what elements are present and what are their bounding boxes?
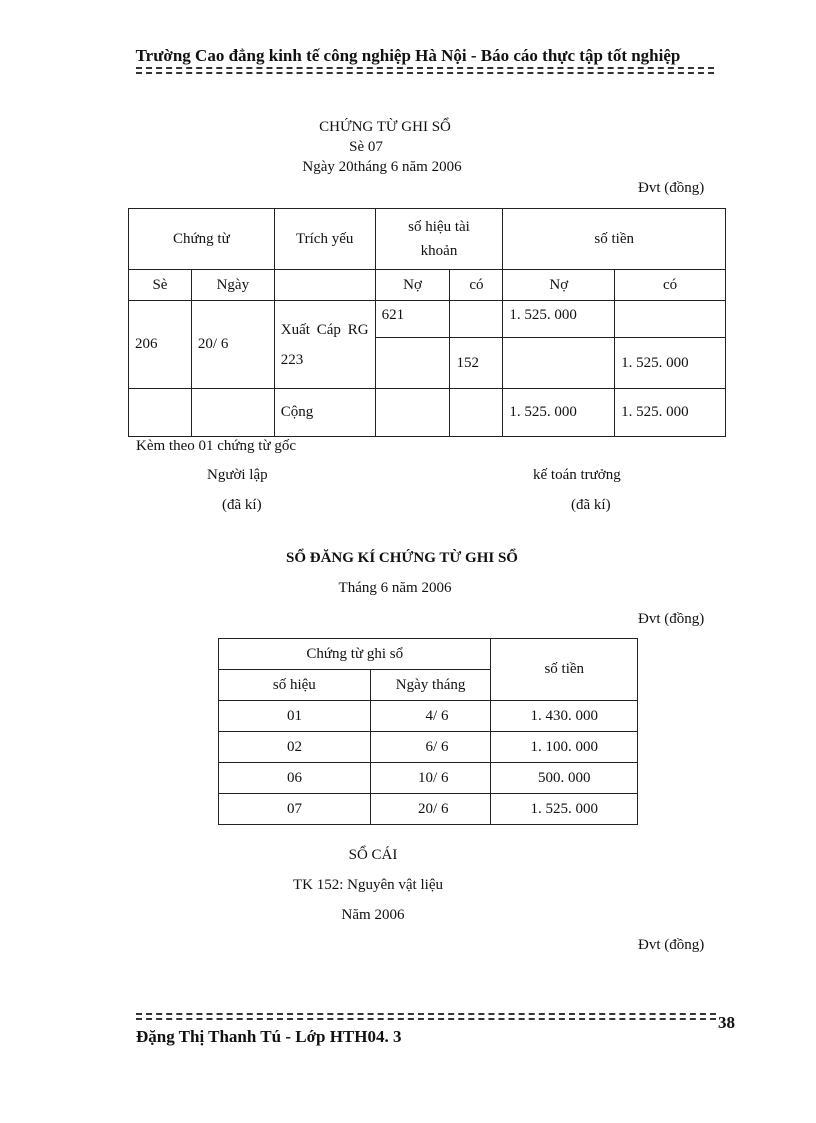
header-so: Sè xyxy=(129,270,192,301)
cell-tien-co: 1. 525. 000 xyxy=(615,338,726,389)
chief-accountant-label: kế toán trưởng xyxy=(533,467,621,483)
voucher-number: Sè 07 xyxy=(349,139,383,155)
table-row xyxy=(219,794,638,825)
header-tien-no: Nợ xyxy=(503,270,615,301)
cell-ngay: 20/ 6 xyxy=(370,794,491,825)
ledger-year: Năm 2006 xyxy=(341,907,405,923)
table-row xyxy=(219,763,638,794)
table-subheader-row xyxy=(129,270,726,301)
cell-trich-yeu: Xuất Cáp RG 223 xyxy=(274,301,375,389)
preparer-signed: (đã kí) xyxy=(222,497,262,513)
total-no: 1. 525. 000 xyxy=(503,389,615,437)
ledger-unit: Đvt (đồng) xyxy=(638,937,705,953)
table-total-row xyxy=(129,389,726,437)
header-chung-tu: Chứng từ xyxy=(129,209,275,270)
cell-empty xyxy=(450,389,503,437)
header-ngay-thang: Ngày tháng xyxy=(370,670,491,701)
header-tk-no: Nợ xyxy=(375,270,450,301)
header-trich-yeu: Trích yếu xyxy=(274,209,375,270)
header-empty xyxy=(274,270,375,301)
total-label: Cộng xyxy=(274,389,375,437)
cell-ngay: 4/ 6 xyxy=(370,701,491,732)
cell-ngay: 6/ 6 xyxy=(370,732,491,763)
cell-ngay: 10/ 6 xyxy=(370,763,491,794)
cell-empty xyxy=(375,389,450,437)
header-tk-co: có xyxy=(450,270,503,301)
cell-so-hieu: 01 xyxy=(219,701,371,732)
cell-ngay: 20/ 6 xyxy=(191,301,274,389)
footer-author: Đặng Thị Thanh Tú - Lớp HTH04. 3 xyxy=(136,1027,402,1046)
table-header-row xyxy=(129,209,726,270)
ledger-title: SỔ CÁI xyxy=(348,847,398,863)
cell-empty xyxy=(129,389,192,437)
cell-empty xyxy=(615,301,726,338)
footer-double-rule xyxy=(136,1013,716,1020)
header-so-hieu-tk: số hiệu tài khoản xyxy=(375,209,503,270)
page-header-title: Trường Cao đẳng kinh tế công nghiệp Hà Nội - Báo cáo thực tập tốt nghiệp xyxy=(135,46,681,65)
chief-accountant-signed: (đã kí) xyxy=(571,497,611,513)
preparer-label: Người lập xyxy=(207,467,268,483)
cell-tk-no: 621 xyxy=(375,301,450,338)
cell-tien: 1. 430. 000 xyxy=(491,701,638,732)
table-row xyxy=(219,701,638,732)
cell-empty xyxy=(450,301,503,338)
attachment-note: Kèm theo 01 chứng từ gốc xyxy=(136,438,296,454)
cell-empty xyxy=(191,389,274,437)
page-number: 38 xyxy=(718,1013,735,1032)
header-double-rule xyxy=(136,67,714,74)
register-unit: Đvt (đồng) xyxy=(638,611,705,627)
header-so-hieu: số hiệu xyxy=(219,670,371,701)
header-chung-tu-ghi-so: Chứng từ ghi sổ xyxy=(219,639,491,670)
cell-tk-co: 152 xyxy=(450,338,503,389)
voucher-date: Ngày 20tháng 6 năm 2006 xyxy=(302,159,462,175)
register-month: Tháng 6 năm 2006 xyxy=(338,580,452,596)
total-co: 1. 525. 000 xyxy=(615,389,726,437)
cell-so: 206 xyxy=(129,301,192,389)
header-so-tien: số tiền xyxy=(503,209,726,270)
register-table xyxy=(218,638,638,825)
header-tien-co: có xyxy=(615,270,726,301)
header-ngay: Ngày xyxy=(191,270,274,301)
voucher-table xyxy=(128,208,726,437)
header-so-tien: số tiền xyxy=(491,639,638,701)
cell-tien: 1. 100. 000 xyxy=(491,732,638,763)
cell-empty xyxy=(503,338,615,389)
voucher-title: CHỨNG TỪ GHI SỔ xyxy=(319,119,451,135)
table-row xyxy=(129,301,726,338)
cell-empty xyxy=(375,338,450,389)
register-title: SỔ ĐĂNG KÍ CHỨNG TỪ GHI SỔ xyxy=(286,550,518,566)
cell-tien: 1. 525. 000 xyxy=(491,794,638,825)
cell-so-hieu: 06 xyxy=(219,763,371,794)
cell-tien-no: 1. 525. 000 xyxy=(503,301,615,338)
cell-so-hieu: 02 xyxy=(219,732,371,763)
voucher-unit: Đvt (đồng) xyxy=(638,180,705,196)
table-row xyxy=(219,732,638,763)
cell-so-hieu: 07 xyxy=(219,794,371,825)
table-header-row xyxy=(219,639,638,670)
ledger-account: TK 152: Nguyên vật liệu xyxy=(293,877,443,893)
cell-tien: 500. 000 xyxy=(491,763,638,794)
